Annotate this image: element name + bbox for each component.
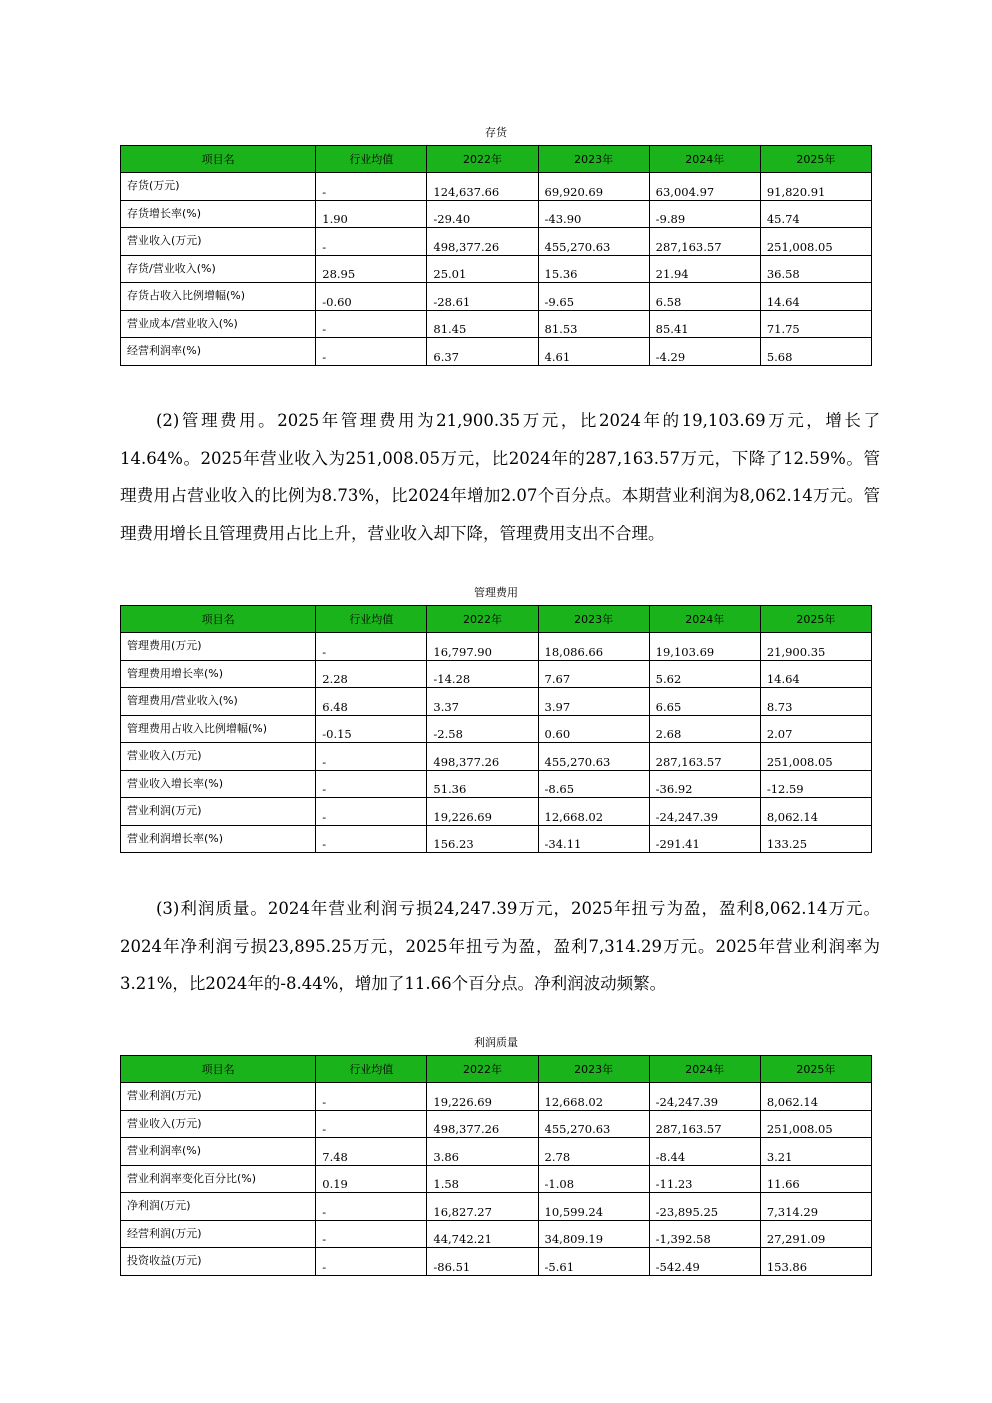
table-cell: 7.67 bbox=[538, 660, 649, 688]
table-cell: - bbox=[316, 1193, 427, 1221]
table-cell: 19,226.69 bbox=[427, 1083, 538, 1111]
table-cell: 21,900.35 bbox=[760, 633, 871, 661]
table-cell: 5.62 bbox=[649, 660, 760, 688]
table-row bbox=[121, 1248, 872, 1276]
row-label: 净利润(万元) bbox=[121, 1193, 316, 1221]
table-cell: 51.36 bbox=[427, 770, 538, 798]
table-cell: 3.86 bbox=[427, 1138, 538, 1166]
table-header-row bbox=[121, 606, 872, 633]
row-label: 营业收入(万元) bbox=[121, 1110, 316, 1138]
row-label: 管理费用增长率(%) bbox=[121, 660, 316, 688]
row-label: 管理费用占收入比例增幅(%) bbox=[121, 715, 316, 743]
table-cell: 6.48 bbox=[316, 688, 427, 716]
table-cell: 2.07 bbox=[760, 715, 871, 743]
table-header-row bbox=[121, 1056, 872, 1083]
table-cell: 2.78 bbox=[538, 1138, 649, 1166]
table-cell: - bbox=[316, 1110, 427, 1138]
column-header: 2024年 bbox=[649, 1056, 760, 1083]
row-label: 营业利润率变化百分比(%) bbox=[121, 1165, 316, 1193]
table-row bbox=[121, 825, 872, 853]
table-row bbox=[121, 1220, 872, 1248]
row-label: 营业成本/营业收入(%) bbox=[121, 310, 316, 338]
row-label: 经营利润率(%) bbox=[121, 338, 316, 366]
column-header: 项目名 bbox=[121, 1056, 316, 1083]
table-row bbox=[121, 228, 872, 256]
table-cell: 4.61 bbox=[538, 338, 649, 366]
table-row bbox=[121, 798, 872, 826]
table-cell: 156.23 bbox=[427, 825, 538, 853]
table-cell: - bbox=[316, 1248, 427, 1276]
table-cell: -23,895.25 bbox=[649, 1193, 760, 1221]
table-cell: -9.65 bbox=[538, 283, 649, 311]
column-header: 项目名 bbox=[121, 606, 316, 633]
column-header: 2023年 bbox=[538, 606, 649, 633]
table-caption-admin-expense: 管理费用 bbox=[474, 586, 518, 599]
table-cell: -1.08 bbox=[538, 1165, 649, 1193]
table-cell: 251,008.05 bbox=[760, 743, 871, 771]
table-cell: 1.90 bbox=[316, 200, 427, 228]
table-cell: 28.95 bbox=[316, 255, 427, 283]
table-cell: 5.68 bbox=[760, 338, 871, 366]
table-cell: 133.25 bbox=[760, 825, 871, 853]
table-cell: 455,270.63 bbox=[538, 228, 649, 256]
table-row bbox=[121, 743, 872, 771]
table-cell: 498,377.26 bbox=[427, 1110, 538, 1138]
table-cell: -12.59 bbox=[760, 770, 871, 798]
column-header: 2025年 bbox=[760, 146, 871, 173]
table-cell: 71.75 bbox=[760, 310, 871, 338]
table-cell: 7,314.29 bbox=[760, 1193, 871, 1221]
table-row bbox=[121, 1193, 872, 1221]
table-cell: - bbox=[316, 825, 427, 853]
table-cell: 3.37 bbox=[427, 688, 538, 716]
column-header: 2022年 bbox=[427, 606, 538, 633]
table-cell: 6.37 bbox=[427, 338, 538, 366]
table-cell: 8.73 bbox=[760, 688, 871, 716]
table-row bbox=[121, 770, 872, 798]
table-cell: -24,247.39 bbox=[649, 798, 760, 826]
column-header: 行业均值 bbox=[316, 146, 427, 173]
column-header: 2025年 bbox=[760, 606, 871, 633]
table-cell: -11.23 bbox=[649, 1165, 760, 1193]
table-caption-profit-quality: 利润质量 bbox=[474, 1036, 518, 1049]
table-row bbox=[121, 1165, 872, 1193]
paragraph-profit-quality: (3)利润质量。2024年营业利润亏损24,247.39万元，2025年扭亏为盈，盈利8,062.14万元。2024年净利润亏损23,895.25万元，2025年扭亏为盈，盈利7,314.29万元。2025年营业利润率为3.21%，比2024年的-8.44%，增加了11.66个百分点。净利润波动频繁。 bbox=[120, 899, 880, 993]
column-header: 2023年 bbox=[538, 146, 649, 173]
row-label: 存货占收入比例增幅(%) bbox=[121, 283, 316, 311]
table-row bbox=[121, 283, 872, 311]
paragraph-admin-expense: (2)管理费用。2025年管理费用为21,900.35万元，比2024年的19,103.69万元，增长了14.64%。2025年营业收入为251,008.05万元，比2024年的287,163.57万元，下降了12.59%。管理费用占营业收入的比例为8.73%，比2024年增加2.07个百分点。本期营业利润为8,062.14万元。管理费用增长且管理费用占比上升，营业收入却下降，管理费用支出不合理。 bbox=[120, 411, 880, 543]
table-cell: 8,062.14 bbox=[760, 798, 871, 826]
table-cell: -28.61 bbox=[427, 283, 538, 311]
table-cell: 498,377.26 bbox=[427, 743, 538, 771]
table-cell: 1.58 bbox=[427, 1165, 538, 1193]
table-cell: -0.15 bbox=[316, 715, 427, 743]
table-row bbox=[121, 633, 872, 661]
table-cell: 3.21 bbox=[760, 1138, 871, 1166]
table-cell: 455,270.63 bbox=[538, 1110, 649, 1138]
column-header: 2025年 bbox=[760, 1056, 871, 1083]
row-label: 营业利润(万元) bbox=[121, 798, 316, 826]
row-label: 管理费用(万元) bbox=[121, 633, 316, 661]
table-cell: - bbox=[316, 1083, 427, 1111]
inventory-table bbox=[120, 145, 872, 366]
table-row bbox=[121, 200, 872, 228]
column-header: 2024年 bbox=[649, 146, 760, 173]
table-cell: -8.44 bbox=[649, 1138, 760, 1166]
table-cell: 21.94 bbox=[649, 255, 760, 283]
table-cell: 16,797.90 bbox=[427, 633, 538, 661]
table-cell: 85.41 bbox=[649, 310, 760, 338]
table-cell: 2.28 bbox=[316, 660, 427, 688]
table-row bbox=[121, 1083, 872, 1111]
column-header: 2023年 bbox=[538, 1056, 649, 1083]
table-cell: -0.60 bbox=[316, 283, 427, 311]
column-header: 行业均值 bbox=[316, 1056, 427, 1083]
table-cell: 12,668.02 bbox=[538, 1083, 649, 1111]
table-cell: -291.41 bbox=[649, 825, 760, 853]
table-row bbox=[121, 660, 872, 688]
table-cell: - bbox=[316, 1220, 427, 1248]
table-cell: 19,226.69 bbox=[427, 798, 538, 826]
table-cell: -8.65 bbox=[538, 770, 649, 798]
table-cell: 16,827.27 bbox=[427, 1193, 538, 1221]
table-cell: -43.90 bbox=[538, 200, 649, 228]
column-header: 2022年 bbox=[427, 1056, 538, 1083]
table-cell: 11.66 bbox=[760, 1165, 871, 1193]
table-cell: 455,270.63 bbox=[538, 743, 649, 771]
table-cell: 15.36 bbox=[538, 255, 649, 283]
column-header: 2024年 bbox=[649, 606, 760, 633]
table-cell: 153.86 bbox=[760, 1248, 871, 1276]
table-cell: -2.58 bbox=[427, 715, 538, 743]
table-cell: -542.49 bbox=[649, 1248, 760, 1276]
table-cell: 69,920.69 bbox=[538, 173, 649, 201]
table-cell: 63,004.97 bbox=[649, 173, 760, 201]
column-header: 项目名 bbox=[121, 146, 316, 173]
table-cell: 36.58 bbox=[760, 255, 871, 283]
table-cell: 10,599.24 bbox=[538, 1193, 649, 1221]
table-cell: 25.01 bbox=[427, 255, 538, 283]
table-row bbox=[121, 310, 872, 338]
table-cell: 287,163.57 bbox=[649, 228, 760, 256]
table-cell: 81.45 bbox=[427, 310, 538, 338]
table-cell: 8,062.14 bbox=[760, 1083, 871, 1111]
table-cell: 45.74 bbox=[760, 200, 871, 228]
table-cell: - bbox=[316, 743, 427, 771]
table-row bbox=[121, 1138, 872, 1166]
table-cell: -34.11 bbox=[538, 825, 649, 853]
table-header-row bbox=[121, 146, 872, 173]
table-row bbox=[121, 338, 872, 366]
table-cell: - bbox=[316, 338, 427, 366]
column-header: 行业均值 bbox=[316, 606, 427, 633]
table-cell: 124,637.66 bbox=[427, 173, 538, 201]
table-cell: -14.28 bbox=[427, 660, 538, 688]
table-row bbox=[121, 715, 872, 743]
table-cell: 2.68 bbox=[649, 715, 760, 743]
table-cell: 287,163.57 bbox=[649, 1110, 760, 1138]
table-cell: -1,392.58 bbox=[649, 1220, 760, 1248]
column-header: 2022年 bbox=[427, 146, 538, 173]
table-cell: - bbox=[316, 770, 427, 798]
table-cell: -36.92 bbox=[649, 770, 760, 798]
table-cell: 251,008.05 bbox=[760, 1110, 871, 1138]
table-row bbox=[121, 1110, 872, 1138]
table-cell: -5.61 bbox=[538, 1248, 649, 1276]
table-cell: 14.64 bbox=[760, 660, 871, 688]
row-label: 管理费用/营业收入(%) bbox=[121, 688, 316, 716]
row-label: 营业利润增长率(%) bbox=[121, 825, 316, 853]
row-label: 营业收入(万元) bbox=[121, 228, 316, 256]
table-cell: 34,809.19 bbox=[538, 1220, 649, 1248]
profit-quality-table bbox=[120, 1055, 872, 1276]
table-row bbox=[121, 255, 872, 283]
table-cell: 7.48 bbox=[316, 1138, 427, 1166]
table-cell: 0.60 bbox=[538, 715, 649, 743]
table-cell: 14.64 bbox=[760, 283, 871, 311]
table-cell: -9.89 bbox=[649, 200, 760, 228]
table-row bbox=[121, 173, 872, 201]
table-cell: - bbox=[316, 798, 427, 826]
row-label: 存货增长率(%) bbox=[121, 200, 316, 228]
table-cell: - bbox=[316, 310, 427, 338]
row-label: 营业利润(万元) bbox=[121, 1083, 316, 1111]
row-label: 存货(万元) bbox=[121, 173, 316, 201]
table-cell: 44,742.21 bbox=[427, 1220, 538, 1248]
table-cell: 81.53 bbox=[538, 310, 649, 338]
row-label: 营业收入增长率(%) bbox=[121, 770, 316, 798]
row-label: 存货/营业收入(%) bbox=[121, 255, 316, 283]
row-label: 投资收益(万元) bbox=[121, 1248, 316, 1276]
table-cell: - bbox=[316, 633, 427, 661]
table-cell: 27,291.09 bbox=[760, 1220, 871, 1248]
table-cell: 3.97 bbox=[538, 688, 649, 716]
table-cell: 19,103.69 bbox=[649, 633, 760, 661]
table-cell: -4.29 bbox=[649, 338, 760, 366]
table-cell: - bbox=[316, 228, 427, 256]
table-cell: 287,163.57 bbox=[649, 743, 760, 771]
table-cell: 12,668.02 bbox=[538, 798, 649, 826]
admin-expense-table bbox=[120, 605, 872, 853]
table-cell: 0.19 bbox=[316, 1165, 427, 1193]
table-cell: 6.65 bbox=[649, 688, 760, 716]
row-label: 营业收入(万元) bbox=[121, 743, 316, 771]
table-cell: 251,008.05 bbox=[760, 228, 871, 256]
table-cell: -29.40 bbox=[427, 200, 538, 228]
row-label: 经营利润(万元) bbox=[121, 1220, 316, 1248]
row-label: 营业利润率(%) bbox=[121, 1138, 316, 1166]
table-cell: 91,820.91 bbox=[760, 173, 871, 201]
table-caption-inventory: 存货 bbox=[485, 126, 507, 139]
table-cell: - bbox=[316, 173, 427, 201]
table-cell: -24,247.39 bbox=[649, 1083, 760, 1111]
table-cell: 6.58 bbox=[649, 283, 760, 311]
table-cell: 18,086.66 bbox=[538, 633, 649, 661]
table-row bbox=[121, 688, 872, 716]
table-cell: -86.51 bbox=[427, 1248, 538, 1276]
table-cell: 498,377.26 bbox=[427, 228, 538, 256]
